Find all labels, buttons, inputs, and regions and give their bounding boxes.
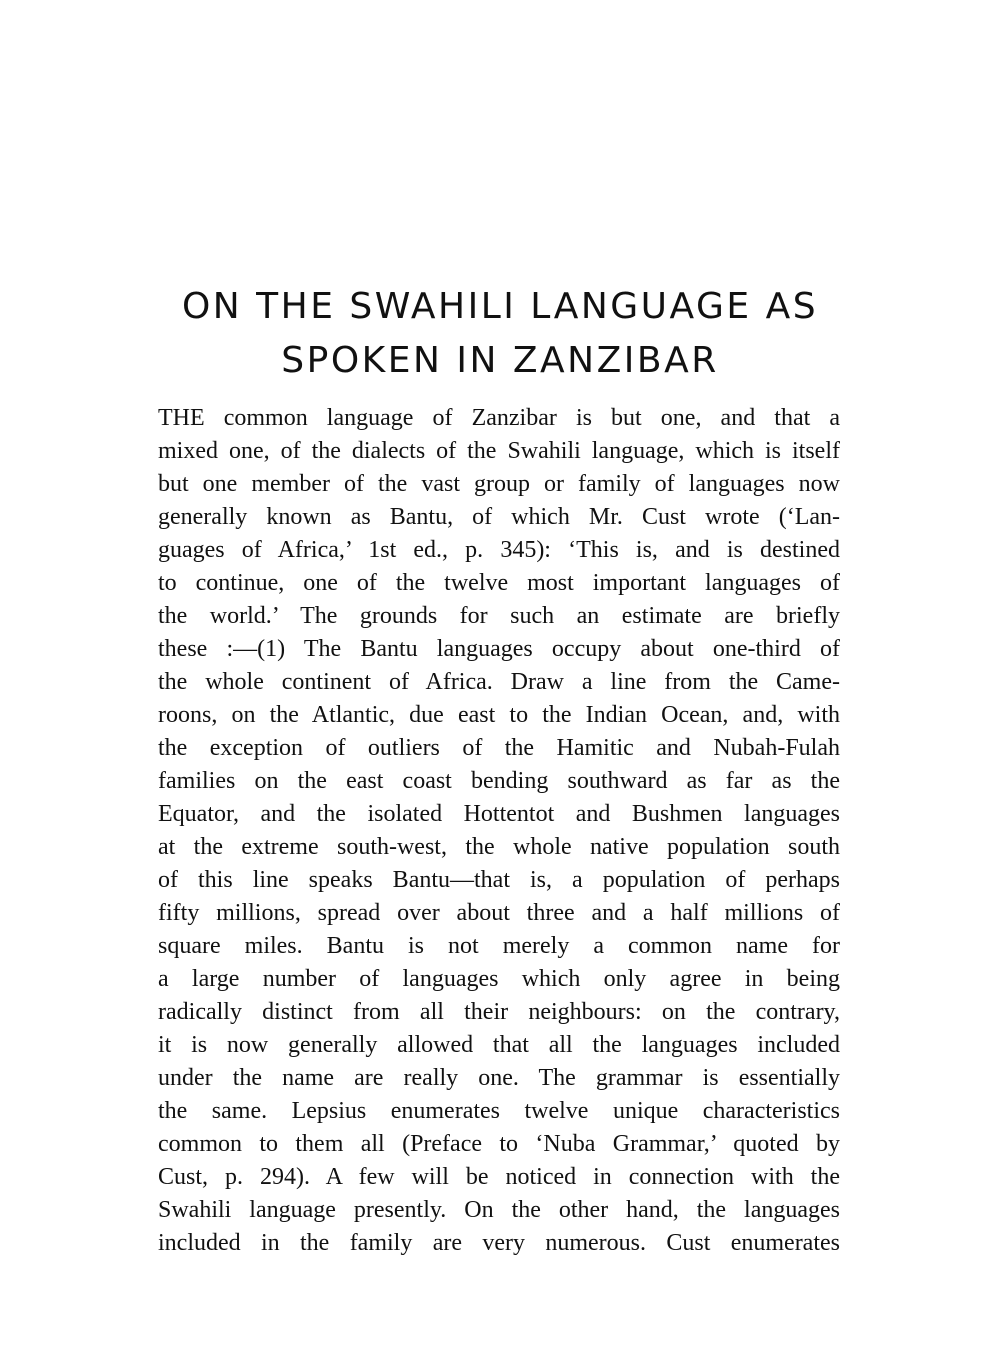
paragraph-line: the exception of outliers of the Hamitic and Nubah-Fulah <box>158 735 840 761</box>
body-paragraph <box>158 402 840 1260</box>
paragraph-line: these :—(1) The Bantu languages occupy about one-third of <box>158 636 840 662</box>
paragraph-line: common to them all (Preface to ‘Nuba Grammar,’ quoted by <box>158 1131 840 1157</box>
chapter-title-line-1: ON THE SWAHILI LANGUAGE AS <box>181 286 819 327</box>
paragraph-line: the whole continent of Africa. Draw a line from the Came- <box>158 669 840 695</box>
paragraph-line: Swahili language presently. On the other hand, the languages <box>158 1197 840 1223</box>
paragraph-line: included in the family are very numerous. Cust enumerates <box>158 1230 840 1256</box>
paragraph-line: fifty millions, spread over about three and a half millions of <box>158 900 840 926</box>
paragraph-line: Cust, p. 294). A few will be noticed in connection with the <box>158 1164 840 1190</box>
paragraph-line: radically distinct from all their neighbours: on the contrary, <box>158 999 840 1025</box>
paragraph-line: under the name are really one. The grammar is essentially <box>158 1065 840 1091</box>
paragraph-line: it is now generally allowed that all the languages included <box>158 1032 840 1058</box>
paragraph-line: the same. Lepsius enumerates twelve unique characteristics <box>158 1098 840 1124</box>
paragraph-line: square miles. Bantu is not merely a common name for <box>158 933 840 959</box>
paragraph-line: generally known as Bantu, of which Mr. Cust wrote (‘Lan- <box>158 504 840 530</box>
paragraph-line: mixed one, of the dialects of the Swahili language, which is itself <box>158 438 840 464</box>
paragraph-line: at the extreme south-west, the whole native population south <box>158 834 840 860</box>
chapter-title-line-2: SPOKEN IN ZANZIBAR <box>281 340 719 381</box>
paragraph-line: roons, on the Atlantic, due east to the Indian Ocean, and, with <box>158 702 840 728</box>
paragraph-line: a large number of languages which only agree in being <box>158 966 840 992</box>
paragraph-line: of this line speaks Bantu—that is, a population of perhaps <box>158 867 840 893</box>
paragraph-line: guages of Africa,’ 1st ed., p. 345): ‘This is, and is destined <box>158 537 840 563</box>
chapter-title <box>100 280 900 388</box>
paragraph-line: but one member of the vast group or family of languages now <box>158 471 840 497</box>
paragraph-line: Equator, and the isolated Hottentot and Bushmen languages <box>158 801 840 827</box>
paragraph-line: families on the east coast bending southward as far as the <box>158 768 840 794</box>
paragraph-line: THE common language of Zanzibar is but one, and that a <box>158 405 840 431</box>
paragraph-line: the world.’ The grounds for such an estimate are briefly <box>158 603 840 629</box>
paragraph-line: to continue, one of the twelve most important languages of <box>158 570 840 596</box>
